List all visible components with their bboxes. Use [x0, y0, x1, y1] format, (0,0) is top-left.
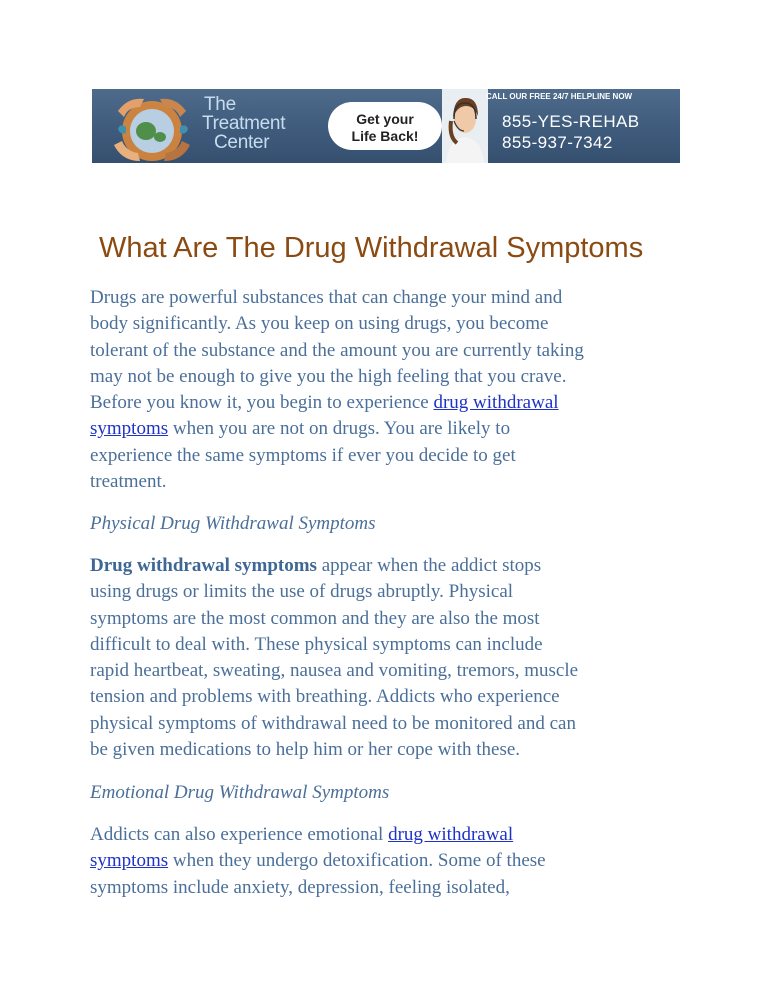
symptoms-link[interactable]: symptoms	[90, 418, 169, 440]
text-line: be given medications to help him or her cope with these.	[90, 739, 521, 761]
text-fragment: Before you know it, you begin to experience	[90, 392, 434, 414]
text-line: physical symptoms of withdrawal need to be monitored and can	[90, 712, 576, 734]
logo-line: The	[204, 94, 236, 115]
slogan-line: Life Back!	[351, 128, 419, 144]
text-line: difficult to deal with. These physical symptoms can include	[90, 633, 543, 655]
helpline-box[interactable]	[486, 92, 680, 163]
drug-withdrawal-link[interactable]: drug withdrawal	[433, 392, 559, 414]
helpline-phone-1[interactable]: 855-YES-REHAB	[502, 112, 640, 131]
text-line: symptoms are the most common and they are also the most	[90, 607, 540, 629]
slogan-line: Get your	[356, 111, 414, 127]
emotional-symptoms-paragraph	[90, 822, 546, 901]
treatment-center-banner[interactable]	[92, 89, 680, 163]
text-line	[90, 822, 546, 848]
text-fragment: when they undergo detoxification. Some of these	[168, 850, 546, 872]
heading-text: Emotional Drug Withdrawal Symptoms	[90, 782, 390, 803]
text-line: rapid heartbeat, sweating, nausea and vomiting, tremors, muscle	[90, 660, 579, 682]
article-title: What Are The Drug Withdrawal Symptoms	[99, 232, 644, 264]
text-line: may not be enough to give you the high feeling that you crave.	[90, 365, 567, 387]
text-fragment: when you are not on drugs. You are likely to	[168, 418, 511, 440]
text-line	[90, 416, 584, 442]
text-line: experience the same symptoms if ever you decide to get	[90, 444, 516, 466]
text-line	[90, 553, 578, 579]
text-line: body significantly. As you keep on using drugs, you become	[90, 313, 549, 335]
text-line	[90, 848, 546, 874]
slogan-bubble	[328, 102, 442, 150]
symptoms-link[interactable]: symptoms	[90, 850, 169, 872]
logo-wordmark	[202, 95, 285, 152]
heading-text: Physical Drug Withdrawal Symptoms	[90, 513, 376, 534]
text-line: using drugs or limits the use of drugs abruptly. Physical	[90, 581, 514, 603]
text-line: symptoms include anxiety, depression, feeling isolated,	[90, 876, 510, 898]
physical-symptoms-paragraph	[90, 553, 578, 763]
physical-symptoms-heading	[90, 511, 376, 537]
helpline-cta: CALL OUR FREE 24/7 HELPLINE NOW	[486, 92, 633, 101]
text-line: tension and problems with breathing. Addicts who experience	[90, 686, 560, 708]
bold-lead: Drug withdrawal symptoms	[90, 555, 317, 576]
text-line: treatment.	[90, 471, 167, 493]
logo-line: Center	[214, 132, 270, 153]
hands-globe-logo-icon	[100, 91, 204, 163]
text-line: tolerant of the substance and the amount you are currently taking	[90, 339, 584, 361]
helpline-phone-2[interactable]: 855-937-7342	[502, 133, 613, 152]
intro-paragraph	[90, 285, 584, 495]
logo-line: Treatment	[202, 113, 286, 134]
text-fragment: appear when the addict stops	[316, 555, 542, 576]
emotional-symptoms-heading	[90, 780, 389, 806]
text-line	[90, 390, 584, 416]
text-fragment: Addicts can also experience emotional	[90, 824, 389, 845]
support-agent-photo-icon	[442, 89, 488, 163]
drug-withdrawal-link[interactable]: drug withdrawal	[388, 824, 514, 845]
text-line: Drugs are powerful substances that can change your mind and	[90, 287, 563, 308]
